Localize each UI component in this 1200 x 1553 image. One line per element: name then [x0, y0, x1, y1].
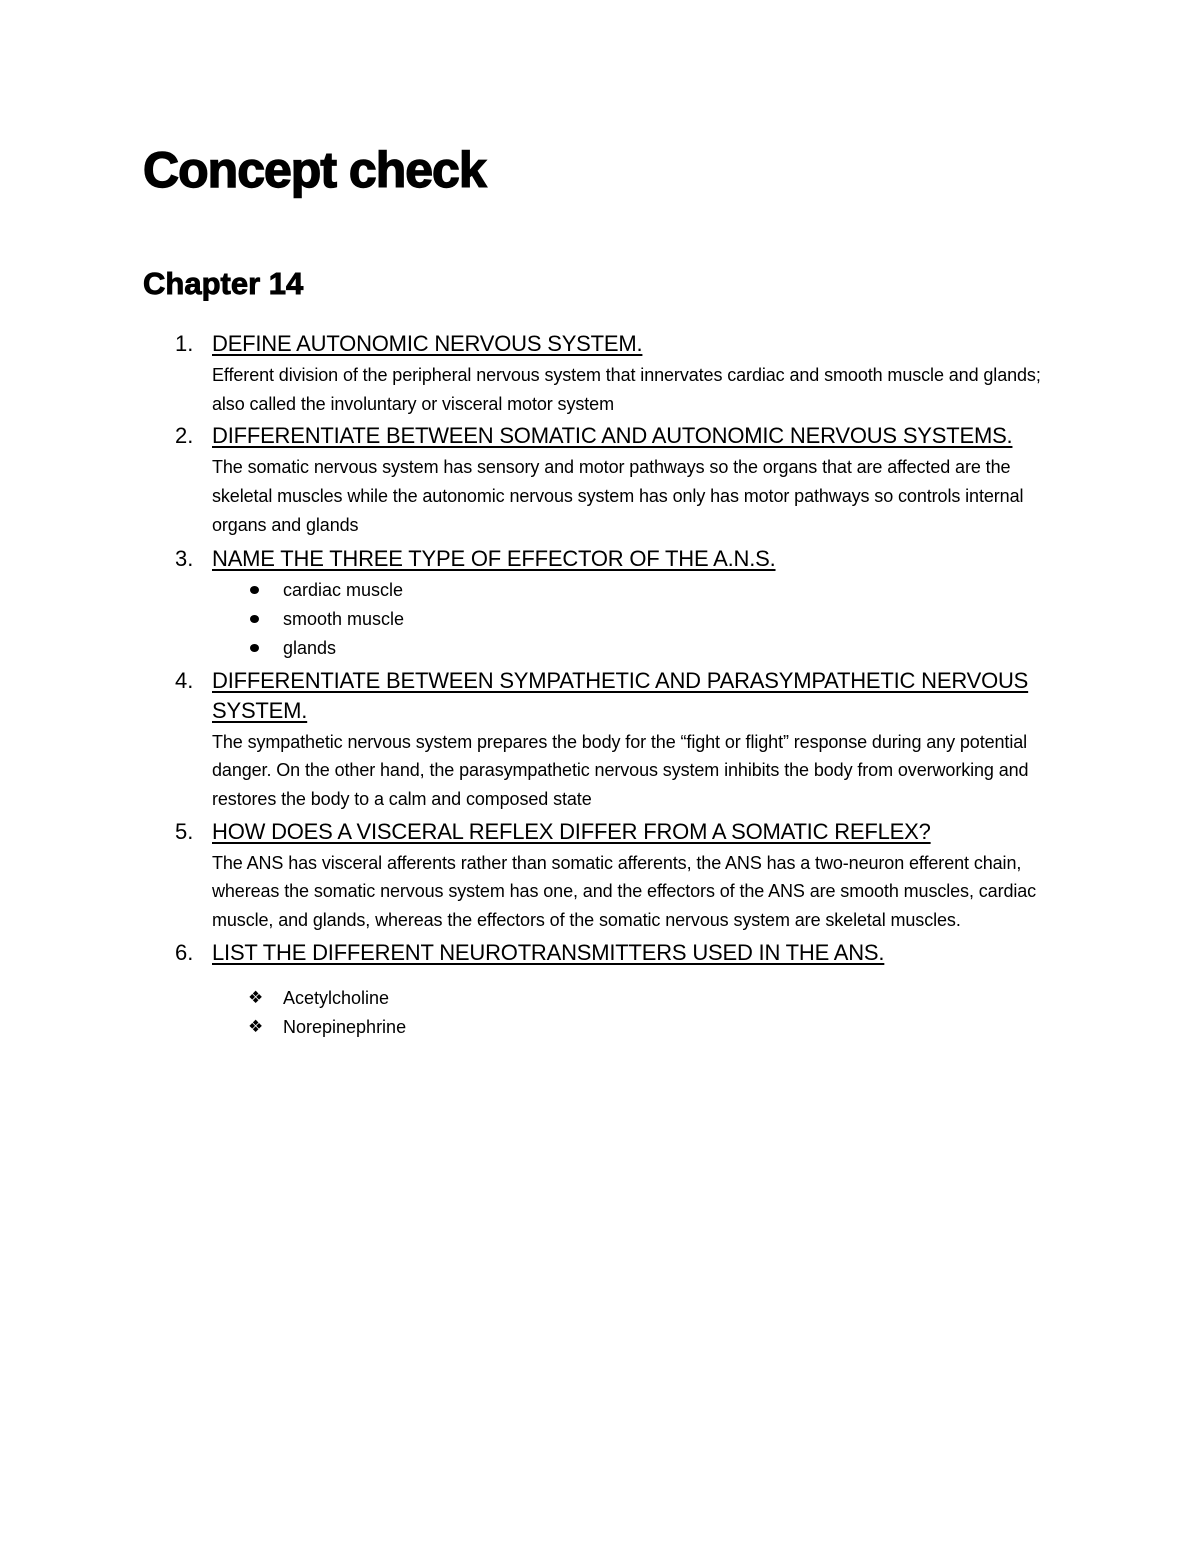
question-2-number: 2. — [175, 423, 194, 449]
question-list — [0, 326, 1200, 1042]
question-1-number: 1. — [175, 331, 194, 356]
question-2-heading — [0, 421, 1072, 451]
list-item-label: cardiac muscle — [283, 579, 404, 600]
list-item — [0, 634, 1200, 663]
list-item — [0, 1013, 1200, 1042]
answer-4: The sympathetic nervous system prepares the body for the “fight or flight” response during any potential danger. On the other hand, the parasympathetic nervous system inhibits the body from overworking and restores the body to a calm and composed state — [212, 731, 1029, 809]
diamond-bullet-icon: ❖ — [248, 1016, 264, 1037]
question-6-heading — [0, 938, 1072, 968]
question-4-heading — [0, 666, 1072, 726]
bullet-dot-icon — [250, 615, 259, 623]
chapter-heading: Chapter 14 — [143, 266, 304, 301]
question-5-number: 5. — [175, 818, 194, 844]
list-item-label: Acetylcholine — [283, 987, 390, 1008]
question-2-text: DIFFERENTIATE BETWEEN SOMATIC AND AUTONOMIC NERVOUS SYSTEMS. — [212, 423, 1013, 449]
diamond-bullet-icon: ❖ — [248, 987, 264, 1008]
list-item-label: Norepinephrine — [283, 1016, 407, 1037]
question-4-text: DIFFERENTIATE BETWEEN SYMPATHETIC AND PARASYMPATHETIC NERVOUS SYSTEM. — [212, 667, 1029, 723]
page-title: Concept check — [143, 142, 486, 198]
question-5-text: HOW DOES A VISCERAL REFLEX DIFFER FROM A SOMATIC REFLEX? — [212, 818, 931, 844]
question-1-heading — [0, 329, 1072, 359]
list-item — [0, 984, 1200, 1013]
effector-list — [0, 576, 1200, 663]
question-3-number: 3. — [175, 545, 194, 571]
answer-1: Efferent division of the peripheral nervous system that innervates cardiac and smooth muscle and glands; also called the involuntary or visceral motor system — [212, 365, 1041, 414]
list-item-label: glands — [283, 637, 337, 658]
question-6-text: LIST THE DIFFERENT NEUROTRANSMITTERS USED IN THE ANS. — [212, 939, 885, 965]
answer-2: The somatic nervous system has sensory and motor pathways so the organs that are affected are the skeletal muscles while the autonomic nervous system has only has motor pathways so controls internal organs and glands — [212, 457, 1024, 535]
list-item — [0, 605, 1200, 634]
list-item — [0, 576, 1200, 605]
question-4-number: 4. — [175, 667, 194, 693]
question-5-heading — [0, 817, 1072, 847]
bullet-dot-icon — [250, 644, 259, 652]
list-item-label: smooth muscle — [283, 608, 405, 629]
question-3-text: NAME THE THREE TYPE OF EFFECTOR OF THE A.N.S. — [212, 545, 776, 571]
question-1 — [0, 329, 1200, 418]
question-1-text: DEFINE AUTONOMIC NERVOUS SYSTEM. — [212, 331, 643, 356]
answer-5: The ANS has visceral afferents rather than somatic afferents, the ANS has a two-neuron efferent chain, whereas the somatic nervous system has one, and the effectors of the ANS are smooth muscles, cardiac muscle, and glands, whereas the effectors of the somatic nervous system are skeletal muscles. — [212, 852, 1037, 931]
question-6 — [0, 938, 1200, 1042]
question-4 — [0, 666, 1200, 814]
question-6-number: 6. — [175, 939, 194, 965]
neurotransmitter-list — [0, 984, 1200, 1042]
bullet-dot-icon — [250, 586, 259, 594]
question-2 — [0, 421, 1200, 539]
question-5 — [0, 817, 1200, 935]
question-3 — [0, 544, 1200, 663]
question-3-heading — [0, 544, 1072, 574]
